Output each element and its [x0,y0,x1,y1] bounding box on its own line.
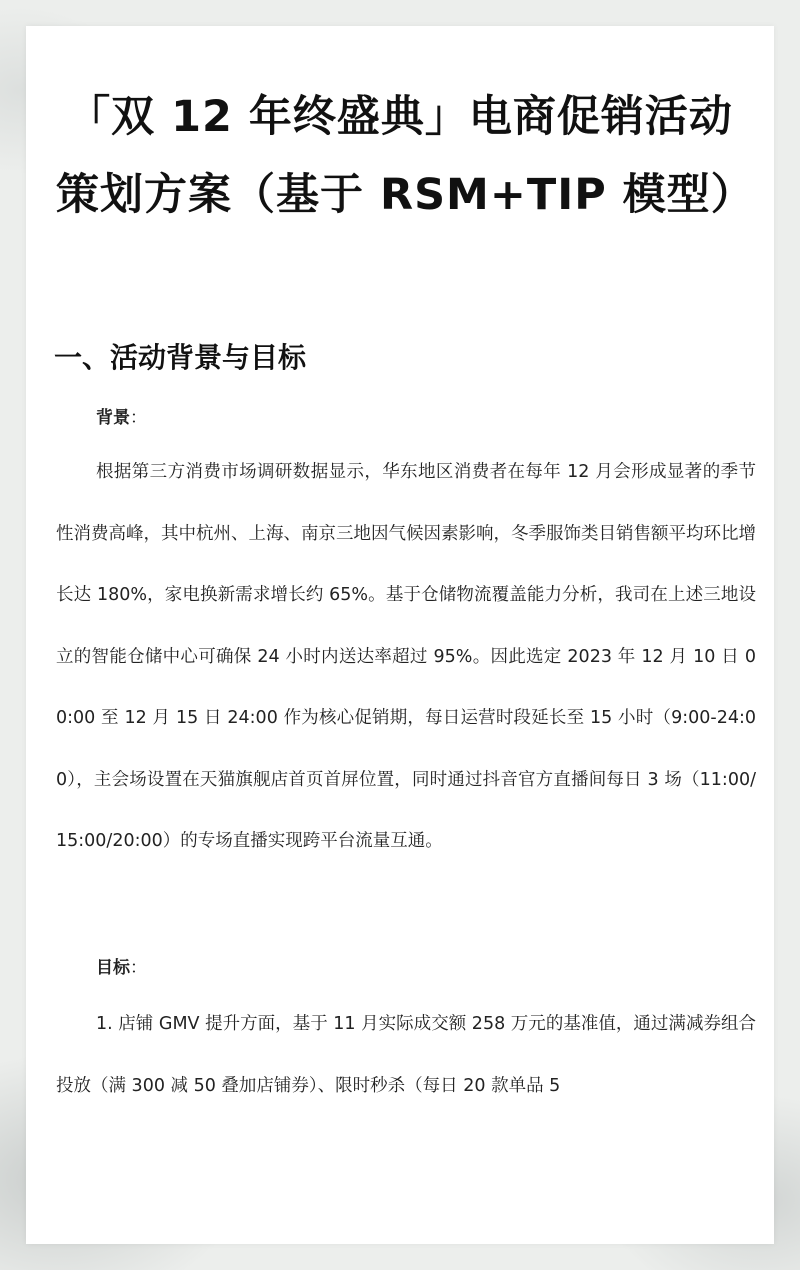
goals-label-colon: ： [130,958,147,978]
background-label-colon: ： [130,408,147,428]
document-page [26,26,774,1244]
section-heading: 一、活动背景与目标 [54,341,307,374]
background-label [96,406,147,430]
goals-label [96,956,147,980]
goals-label-text: 目标 [96,958,130,978]
goal-item-1: 1. 店铺 GMV 提升方面，基于 11 月实际成交额 258 万元的基准值，通过满减券组合投放（满 300 减 50 叠加店铺券）、限时秒杀（每日 20 款单品 5 [56,1014,756,1096]
document-title: 「双 12 年终盛典」电商促销活动策划方案（基于 RSM+TIP 模型） [56,92,755,220]
background-paragraph: 根据第三方消费市场调研数据显示，华东地区消费者在每年 12 月会形成显著的季节性消费高峰，其中杭州、上海、南京三地因气候因素影响，冬季服饰类目销售额平均环比增长达 180%，家电换新需求增长约 65%。基于仓储物流覆盖能力分析，我司在上述三地设立的智能仓储中心可确保 24 小时内送达率超过 95%。因此选定 2023 年 12 月 10 日 00:00 至 12 月 15 日 24:00 作为核心促销期，每日运营时段延长至 15 小时（9:00-24:00），主会场设置在天猫旗舰店首页首屏位置，同时通过抖音官方直播间每日 3 场（11:00/15:00/20:00）的专场直播实现跨平台流量互通。 [56,462,756,851]
background-label-text: 背景 [96,408,130,428]
